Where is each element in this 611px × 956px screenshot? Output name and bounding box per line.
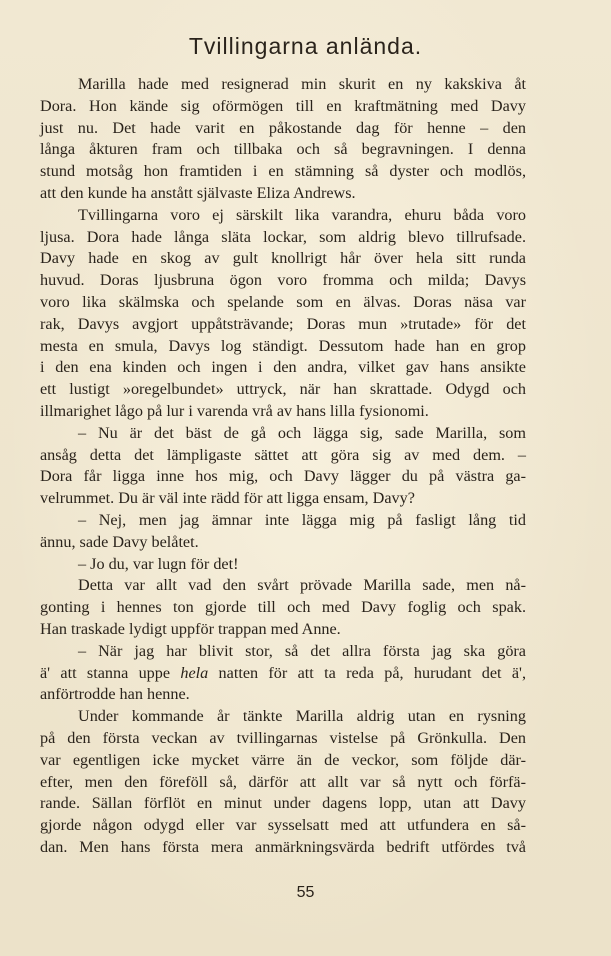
text-line: ansåg detta det lämpligaste sättet att göra sig av med dem. – [40, 445, 526, 464]
text-line: Tvillingarna voro ej särskilt lika varandra, ehuru båda voro [78, 205, 526, 224]
text-line: ä' att stanna uppe hela natten för att ta reda på, hurudant det ä', [40, 663, 526, 682]
text-line: – Jo du, var lugn för det! [78, 554, 239, 573]
body-text [40, 74, 526, 859]
text-line: ljusa. Dora hade långa släta lockar, som aldrig blevo tillrufsade. [40, 227, 526, 246]
text-line: var egentligen icke mycket värre än de veckor, som följde där- [40, 750, 526, 769]
text-line: – Nej, men jag ämnar inte lägga mig på fasligt lång tid [78, 510, 526, 529]
text-line: velrummet. Du är väl inte rädd för att ligga ensam, Davy? [40, 489, 415, 508]
text-line: gjorde någon odygd eller var sysselsatt med att utfundera en så- [40, 816, 526, 835]
text-line: just nu. Det hade varit en påkostande dag för henne – den [40, 118, 526, 137]
text-line: Davy hade en skog av gult knollrigt hår över hela sitt runda [40, 249, 526, 268]
text-line: gonting i hennes ton gjorde till och med Davy foglig och spak. [40, 598, 526, 617]
text-line: Under kommande år tänkte Marilla aldrig utan en rysning [78, 707, 526, 726]
text-line: på den första veckan av tvillingarnas vistelse på Grönkulla. Den [40, 728, 526, 747]
text-line: Dora får ligga inne hos mig, och Davy lägger du på västra ga- [40, 467, 526, 486]
page-number: 55 [296, 884, 315, 901]
text-line: dan. Men hans första mera anmärkningsvärda bedrift utfördes två [40, 837, 526, 856]
text-line: – Nu är det bäst de gå och lägga sig, sade Marilla, som [78, 423, 526, 442]
text-line: rak, Davys avgjort uppåtsträvande; Doras mun »trutade» för det [40, 314, 526, 333]
text-line: mesta en smula, Davys log ständigt. Dessutom hade han en grop [40, 336, 526, 355]
text-line: efter, men den föreföll så, därför att allt var så nytt och förfä- [40, 772, 526, 791]
text-line: anförtrodde han henne. [40, 685, 190, 704]
text-line: rande. Sällan förflöt en minut under dagens lopp, utan att Davy [40, 794, 526, 813]
text-line: voro lika skälmska och spelande som en älvas. Doras näsa var [40, 292, 526, 311]
text-line: stund motsåg hon framtiden i en stämning så dyster och modlös, [40, 162, 526, 181]
text-line: Han traskade lydigt uppför trappan med Anne. [40, 619, 341, 638]
text-line: – När jag har blivit stor, så det allra första jag ska göra [78, 641, 526, 660]
text-line: Detta var allt vad den svårt prövade Marilla sade, men nå- [78, 576, 526, 595]
text-line: att den kunde ha anstått självaste Eliza Andrews. [40, 183, 356, 202]
text-line: långa åkturen fram och tillbaka och så begravningen. I denna [40, 140, 526, 159]
text-line: ännu, sade Davy belåtet. [40, 532, 199, 551]
text-line: illmarighet lågo på lur i varenda vrå av hans lilla fysionomi. [40, 401, 429, 420]
emphasized-word: hela [180, 663, 209, 682]
text-line: i den ena kinden och ingen i den andra, vilket gav hans ansikte [40, 358, 526, 377]
text-line: ett lustigt »oregelbundet» uttryck, när han skrattade. Odygd och [40, 380, 526, 399]
text-line: huvud. Doras ljusbruna ögon voro fromma och milda; Davys [40, 271, 526, 290]
chapter-title: Tvillingarna anlända. [188, 33, 423, 59]
text-line: Dora. Hon kände sig oförmögen till en kraftmätning med Davy [40, 96, 526, 115]
text-line: Marilla hade med resignerad min skurit en ny kakskiva åt [78, 75, 526, 93]
